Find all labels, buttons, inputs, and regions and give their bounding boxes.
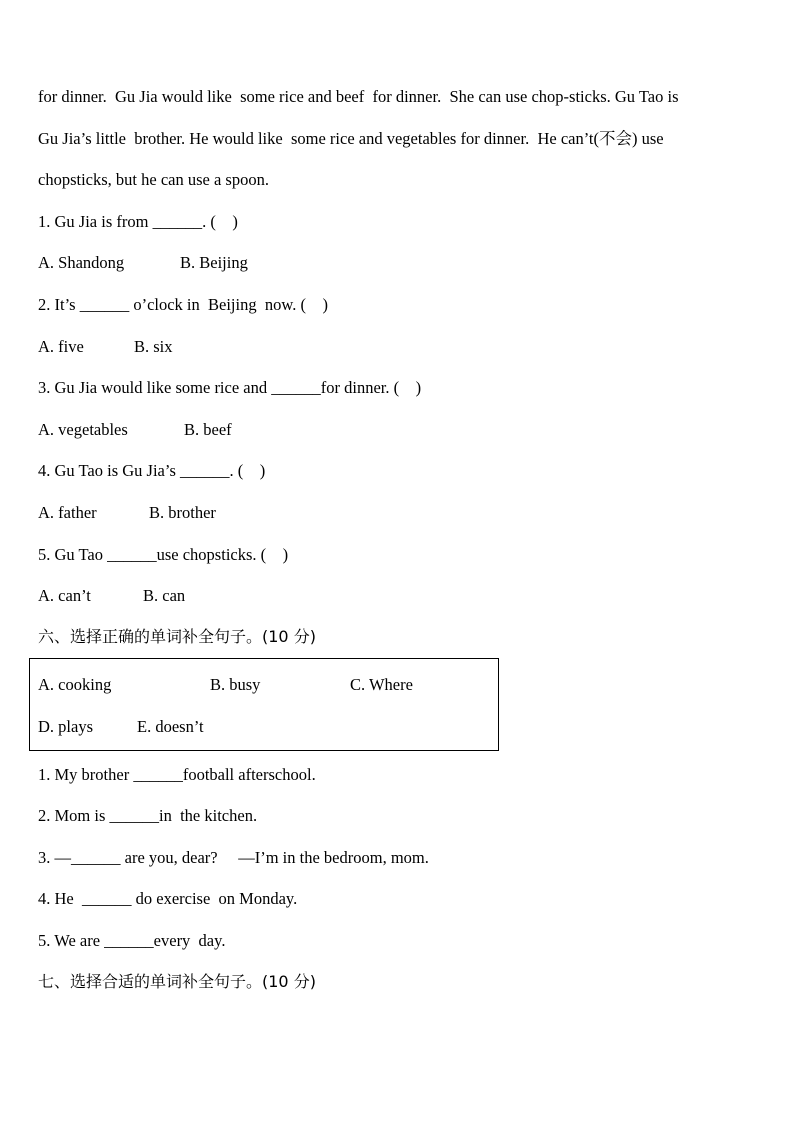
word-bank-box [29, 658, 499, 751]
word-bank-option-e: E. doesn’t [137, 717, 204, 736]
reading-question-2-option-a: A. five [38, 337, 84, 356]
word-bank-option-b: B. busy [210, 675, 261, 694]
reading-question-3-option-b: B. beef [184, 420, 232, 439]
section-6-sentence-1: 1. My brother ______football afterschool. [38, 765, 316, 784]
reading-question-4-option-b: B. brother [149, 503, 216, 522]
reading-question-5: 5. Gu Tao ______use chopsticks. ( ) [38, 545, 289, 564]
section-6-sentence-2: 2. Mom is ______in the kitchen. [38, 806, 258, 825]
reading-question-3-option-a: A. vegetables [38, 420, 128, 439]
word-bank-option-a: A. cooking [38, 675, 112, 694]
reading-question-1: 1. Gu Jia is from ______. ( ) [38, 212, 238, 231]
word-bank-option-c: C. Where [350, 675, 413, 694]
reading-question-2-option-b: B. six [134, 337, 173, 356]
section-6-sentence-4: 4. He ______ do exercise on Monday. [38, 889, 298, 908]
reading-question-5-option-b: B. can [143, 586, 186, 605]
section-6-heading: 六、选择正确的单词补全句子。(10 分) [38, 627, 316, 646]
passage-line-2: Gu Jia’s little brother. He would like some rice and vegetables for dinner. He can’t(不会) use [38, 129, 664, 148]
section-6-sentence-5: 5. We are ______every day. [38, 931, 226, 950]
section-6-sentence-3: 3. —______ are you, dear? —I’m in the bedroom, mom. [38, 848, 429, 867]
word-bank-option-d: D. plays [38, 717, 93, 736]
reading-question-2: 2. It’s ______ o’clock in Beijing now. ( ) [38, 295, 328, 314]
passage-line-3: chopsticks, but he can use a spoon. [38, 170, 269, 189]
reading-question-4-option-a: A. father [38, 503, 97, 522]
passage-line-1: for dinner. Gu Jia would like some rice and beef for dinner. She can use chop-sticks. Gu Tao is [38, 87, 679, 106]
reading-question-4: 4. Gu Tao is Gu Jia’s ______. ( ) [38, 461, 266, 480]
reading-question-3: 3. Gu Jia would like some rice and ______for dinner. ( ) [38, 378, 422, 397]
reading-question-1-option-b: B. Beijing [180, 253, 248, 272]
section-7-heading: 七、选择合适的单词补全句子。(10 分) [38, 972, 316, 991]
reading-question-1-option-a: A. Shandong [38, 253, 125, 272]
reading-question-5-option-a: A. can’t [38, 586, 91, 605]
